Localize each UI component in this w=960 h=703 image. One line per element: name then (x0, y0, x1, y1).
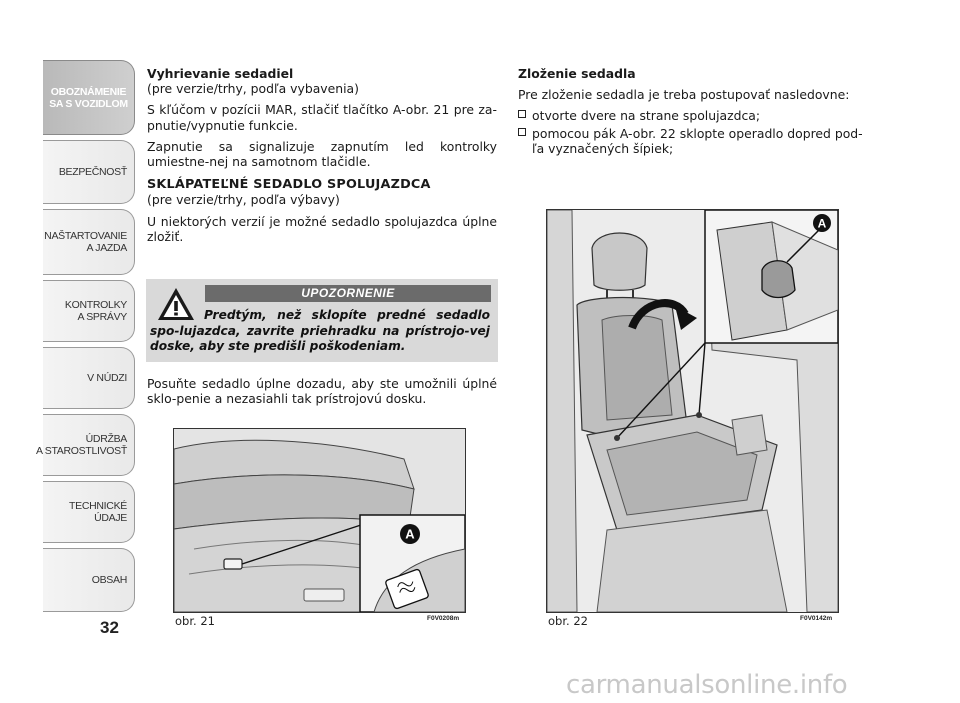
heating-paragraph-1: S kľúčom v pozícii MAR, stlačiť tlačítko A-obr. 21 pre za-pnutie/vypnutie funkcie. (147, 102, 497, 133)
figure-22-marker: A (817, 216, 827, 231)
figure-22-code: F0V0142m (800, 615, 833, 622)
tab-label-line2: SA S VOZIDLOM (49, 97, 128, 110)
warning-text-body: Predtým, než sklopíte predné sedadlo spo-lujazdca, zavrite priehradku na prístrojo-vej doske, aby ste predišli poškodeniam. (150, 308, 490, 353)
right-column (518, 66, 873, 158)
tab-label-line1: OBOZNÁMENIE (50, 85, 127, 98)
warning-box (146, 279, 498, 362)
fold-seat-paragraph: U niektorých verzií je možné sedadlo spolujazdca úplne zložiť. (147, 213, 497, 244)
figure-21-caption: obr. 21 (175, 614, 215, 628)
fold-seat-subtitle: (pre verzie/trhy, podľa výbavy) (147, 192, 340, 208)
tab-label-line2: A STAROSTLIVOSŤ (36, 445, 127, 457)
checkbox-bullet-icon (518, 128, 526, 136)
left-column (147, 66, 497, 250)
tab-label-line1: BEZPEČNOSŤ (58, 166, 127, 178)
tab-label-line2: A SPRÁVY (77, 311, 127, 323)
figure-21 (173, 428, 466, 613)
tab-warning-lights[interactable] (43, 280, 135, 342)
fold-seat-title: Zloženie sedadla (518, 66, 636, 81)
tab-label-line1: ÚDRŽBA (85, 433, 127, 445)
warning-text (150, 308, 490, 355)
page-number: 32 (100, 618, 119, 637)
watermark: carmanualsonline.info (566, 670, 848, 700)
tab-label-line1: TECHNICKÉ (69, 500, 127, 512)
list-item (518, 126, 873, 156)
tab-label-line1: OBSAH (91, 574, 127, 586)
checkbox-bullet-icon (518, 110, 526, 118)
list-item-text: pomocou pák A-obr. 22 sklopte operadlo dopred pod-ľa vyznačených šípiek; (532, 125, 863, 156)
passenger-seat-illustration (547, 210, 838, 612)
heating-subtitle: (pre verzie/trhy, podľa vybavenia) (147, 81, 359, 97)
list-item (518, 108, 873, 123)
list-item-text: otvorte dvere na strane spolujazdca; (532, 108, 761, 124)
figure-21-code: F0V0208m (427, 615, 460, 622)
figure-21-marker: A (405, 526, 415, 542)
tab-label-line1: NAŠTARTOVANIE (44, 230, 127, 242)
tab-getting-to-know[interactable] (43, 60, 135, 135)
tab-label-line1: KONTROLKY (64, 299, 127, 311)
fold-seat-heading: SKLÁPATEĽNÉ SEDADLO SPOLUJAZDCA (147, 177, 431, 193)
tab-label-line2: A JAZDA (86, 242, 127, 254)
tab-technical-data[interactable] (43, 481, 135, 543)
tab-maintenance[interactable] (36, 414, 135, 476)
heating-title: Vyhrievanie sedadiel (147, 66, 294, 81)
fold-seat-intro: Pre zloženie sedadla je treba postupovať nasledovne: (518, 87, 850, 103)
after-warning-paragraph: Posuňte sedadlo úplne dozadu, aby ste umožnili úplné sklo-penie a nezasiahli tak prístrojovú dosku. (147, 376, 497, 407)
tab-contents[interactable] (43, 548, 135, 612)
warning-title: UPOZORNENIE (205, 285, 491, 302)
tab-label-line2: ÚDAJE (94, 512, 127, 524)
heating-paragraph-2: Zapnutie sa signalizuje zapnutím led kontrolky umiestne-nej na samotnom tlačidle. (147, 138, 497, 170)
tab-label-line1: V NÚDZI (87, 372, 127, 384)
figure-22-caption: obr. 22 (548, 614, 588, 628)
tab-emergency[interactable] (43, 347, 135, 409)
tab-starting-driving[interactable] (43, 209, 135, 275)
figure-22 (546, 209, 839, 613)
tab-safety[interactable] (43, 140, 135, 204)
seat-heating-illustration (174, 429, 465, 612)
